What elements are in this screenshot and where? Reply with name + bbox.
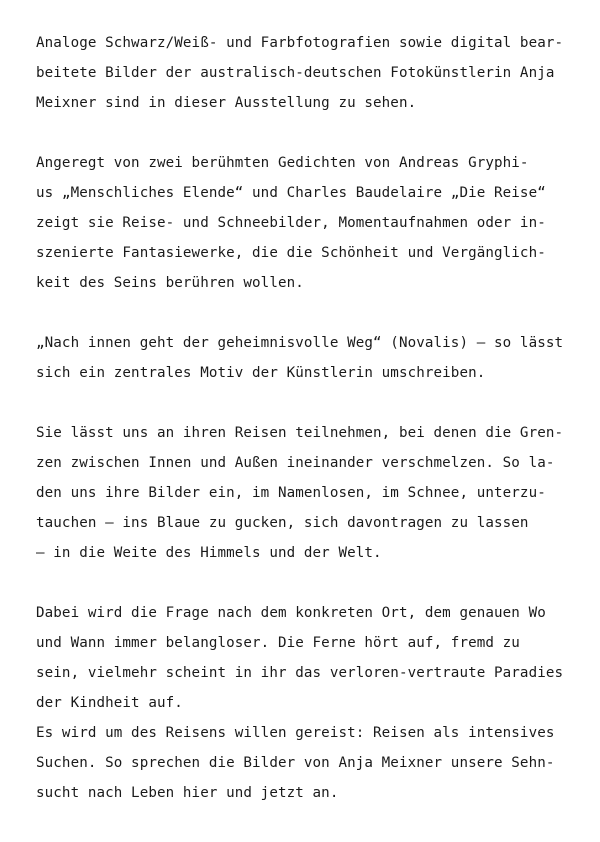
text-line: beitete Bilder der australisch-deutschen Fotokünstlerin Anja — [36, 65, 555, 81]
text-line: Angeregt von zwei berühmten Gedichten von Andreas Gryphi- — [36, 155, 529, 171]
text-line: us „Menschliches Elende“ und Charles Baudelaire „Die Reise“ — [36, 185, 546, 201]
document-page — [36, 28, 576, 808]
text-line: Sie lässt uns an ihren Reisen teilnehmen, bei denen die Gren- — [36, 425, 564, 441]
text-line: Meixner sind in dieser Ausstellung zu sehen. — [36, 95, 417, 111]
paragraph-travels — [36, 418, 576, 568]
paragraph-intro — [36, 28, 576, 118]
text-line: tauchen – ins Blaue zu gucken, sich davontragen zu lassen — [36, 515, 529, 531]
text-line: szenierte Fantasiewerke, die die Schönheit und Vergänglich- — [36, 245, 546, 261]
text-line: – in die Weite des Himmels und der Welt. — [36, 545, 382, 561]
paragraph-inspiration — [36, 148, 576, 298]
text-line: den uns ihre Bilder ein, im Namenlosen, im Schnee, unterzu- — [36, 485, 546, 501]
text-line: und Wann immer belangloser. Die Ferne hört auf, fremd zu — [36, 635, 520, 651]
text-line: der Kindheit auf. — [36, 695, 183, 711]
text-line: keit des Seins berühren wollen. — [36, 275, 304, 291]
text-line: Analoge Schwarz/Weiß- und Farbfotografien sowie digital bear- — [36, 35, 564, 51]
paragraph-novalis-quote — [36, 328, 576, 388]
text-line: sich ein zentrales Motiv der Künstlerin umschreiben. — [36, 365, 486, 381]
text-line: sein, vielmehr scheint in ihr das verloren-vertraute Paradies — [36, 665, 564, 681]
text-line: sucht nach Leben hier und jetzt an. — [36, 785, 339, 801]
text-line: Es wird um des Reisens willen gereist: Reisen als intensives — [36, 725, 555, 741]
text-line: zeigt sie Reise- und Schneebilder, Momentaufnahmen oder in- — [36, 215, 546, 231]
text-line: zen zwischen Innen und Außen ineinander verschmelzen. So la- — [36, 455, 555, 471]
text-line: Suchen. So sprechen die Bilder von Anja Meixner unsere Sehn- — [36, 755, 555, 771]
paragraph-conclusion — [36, 598, 576, 808]
text-line: Dabei wird die Frage nach dem konkreten Ort, dem genauen Wo — [36, 605, 546, 621]
text-line: „Nach innen geht der geheimnisvolle Weg“ (Novalis) – so lässt — [36, 335, 564, 351]
